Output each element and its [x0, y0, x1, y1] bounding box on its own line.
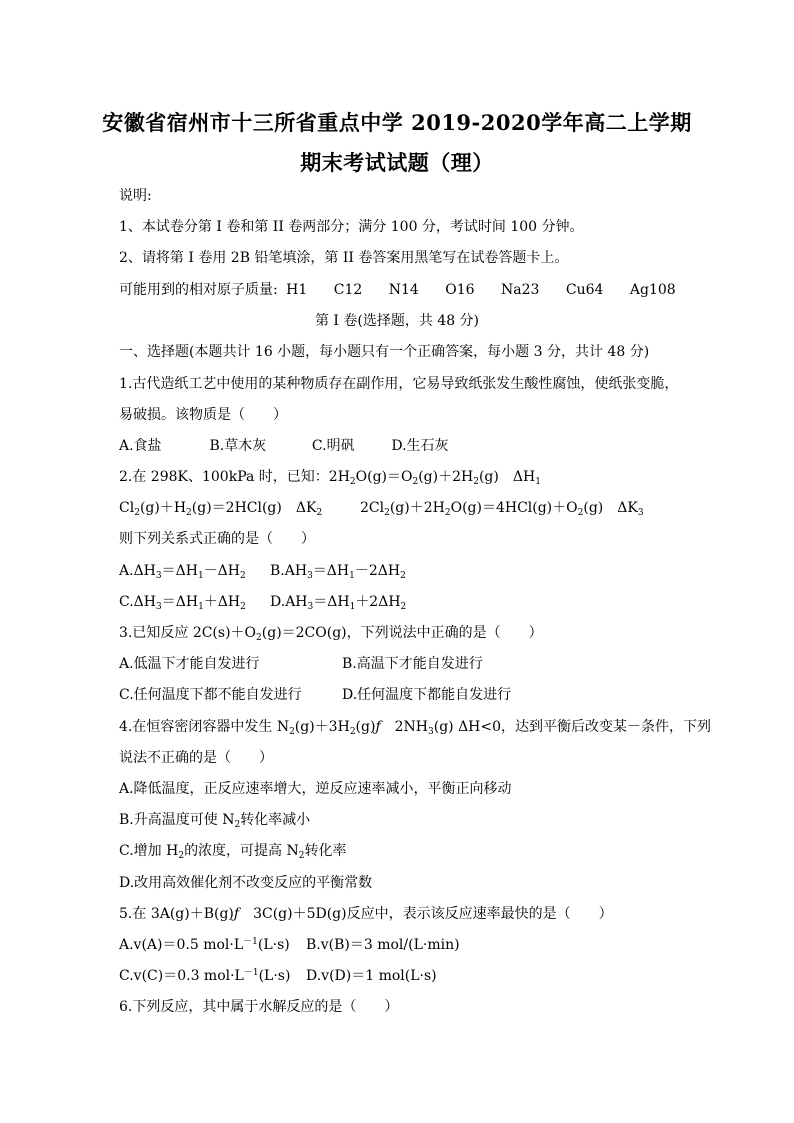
q3-option-c: C.任何温度下都不能自发进行 [119, 687, 302, 703]
q1-option-c: C.明矾 [311, 438, 355, 454]
q1-options-row [119, 437, 449, 455]
q1-stem-line-1: 1.古代造纸工艺中使用的某种物质存在副作用，它易导致纸张发生酸性腐蚀，使纸张变脆， [119, 376, 679, 392]
q2-question: 则下列关系式正确的是（ ） [119, 531, 315, 547]
q5-stem [119, 905, 613, 923]
q6-stem: 6.下列反应，其中属于水解反应的是（ ） [119, 999, 399, 1015]
q3-option-b: B.高温下才能自发进行 [342, 656, 483, 672]
q4-stem-line-2: 说法不正确的是（ ） [119, 750, 273, 766]
q4-equation: $N_2(g)+3H_2(g)ƒ$ $2NH_3(g)$ ΔH<0 [276, 719, 502, 737]
atomic-mass: Na23 [501, 282, 540, 298]
q4-option-a: A.降低温度，正反应速率增大，逆反应速率减小，平衡正向移动 [119, 781, 512, 797]
q2-equations-row [119, 499, 644, 517]
q4-stem [119, 718, 711, 736]
q3-stem [119, 624, 543, 642]
atomic-mass: Ag108 [629, 282, 676, 298]
atomic-mass: C12 [333, 282, 363, 298]
section-heading: 第 I 卷(选择题，共 48 分) [314, 313, 480, 329]
q3-stem-tail: ，下列说法中正确的是（ ） [346, 625, 543, 641]
q2-options-row-2 [119, 593, 406, 611]
q4-option-b: B.升高温度可使 $N_2$转化率减小 [119, 812, 311, 830]
q5-options-row-2 [119, 967, 437, 985]
atomic-mass: N14 [388, 282, 419, 298]
exam-title-line-1: 安徽省宿州市十三所省重点中学 2019-2020学年高二上学期 [102, 110, 692, 135]
q2-equation-2: $Cl_2(g)+H_2(g)=2HCl(g)$ $\Delta K_2$ [119, 500, 323, 518]
q3-options-row-2 [119, 686, 511, 704]
q3-option-a: A.低温下才能自发进行 [119, 656, 260, 672]
q4-option-c: C.增加 $H_2$的浓度，可提高 $N_2$转化率 [119, 843, 347, 861]
atomic-masses-row [119, 281, 676, 299]
atomic-masses-label: 可能用到的相对原子质量: [119, 282, 278, 298]
q5-options-row-1 [119, 936, 460, 954]
section-instruction: 一、选择题(本题共计 16 小题，每小题只有一个正确答案，每小题 3 分，共计 48 分) [119, 344, 650, 360]
q3-option-d: D.任何温度下都能自发进行 [342, 687, 512, 703]
instructions-label: 说明: [119, 188, 152, 204]
q4-stem-tail: ，达到平衡后改变某－条件，下列 [501, 719, 712, 735]
q1-option-d: D.生石灰 [391, 438, 449, 454]
q4-stem-text: 4.在恒容密闭容器中发生 [119, 719, 277, 735]
q1-option-a: A.食盐 [119, 438, 162, 454]
q5-equation: 3A(g)＋B(g)ƒ 3C(g)＋5D(g) [150, 906, 347, 922]
q2-option-a: $A.\Delta H_3=\Delta H_1-\Delta H_2$ [119, 563, 246, 581]
q5-option-c: C.v(C)＝0.3 $mol\cdot L^{-1}(L\cdot s)$ [119, 968, 291, 984]
q2-option-d: $D.AH_3=\Delta H_1+2\Delta H_2$ [270, 594, 407, 612]
q5-stem-tail: 反应中，表示该反应速率最快的是（ ） [346, 906, 613, 922]
exam-title-line-2: 期末考试试题（理） [300, 150, 494, 175]
q1-stem-line-2: 易破损。该物质是（ ） [119, 407, 287, 423]
atomic-mass: Cu64 [565, 282, 604, 298]
q3-equation: $2C(s)+O_2(g)=2CO(g)$ [192, 625, 347, 643]
q2-equation-3: $2Cl_2(g)+2H_2O(g)=4HCl(g)+O_2(g)$ $\Delta K_3$ [360, 500, 644, 518]
q2-equation-1: $2H_2O(g)=O_2(g)+2H_2(g)$ $\Delta H_1$ [328, 469, 541, 487]
atomic-mass: H1 [286, 282, 308, 298]
q2-options-row-1 [119, 562, 406, 580]
q2-option-c: $C.\Delta H_3=\Delta H_1+\Delta H_2$ [119, 594, 246, 612]
instruction-item-1: 1、本试卷分第 I 卷和第 II 卷两部分；满分 100 分，考试时间 100 分钟。 [119, 219, 584, 235]
q5-option-a: A.v(A)＝0.5 $mol\cdot L^{-1}(L\cdot s)$ [119, 937, 290, 953]
q5-option-d: D.v(D)＝1 mol(L·s) [306, 968, 437, 984]
q1-option-b: B.草木灰 [209, 438, 267, 454]
q3-stem-text: 3.已知反应 [119, 625, 193, 641]
q3-options-row-1 [119, 655, 483, 673]
instruction-item-2: 2、请将第 I 卷用 2B 铅笔填涂，第 II 卷答案用黑笔写在试卷答题卡上。 [119, 250, 569, 266]
q5-stem-text: 5.在 [119, 906, 151, 922]
q2-stem-text: 2.在 298K、100kPa 时，已知： [119, 469, 329, 485]
q4-option-d: D.改用高效催化剂不改变反应的平衡常数 [119, 875, 373, 891]
q2-option-b: $B.AH_3=\Delta H_1-2\Delta H_2$ [270, 563, 406, 581]
atomic-mass: O16 [445, 282, 475, 298]
q5-option-b: B.v(B)＝3 mol/(L·min) [306, 937, 460, 953]
q2-stem [119, 468, 541, 486]
